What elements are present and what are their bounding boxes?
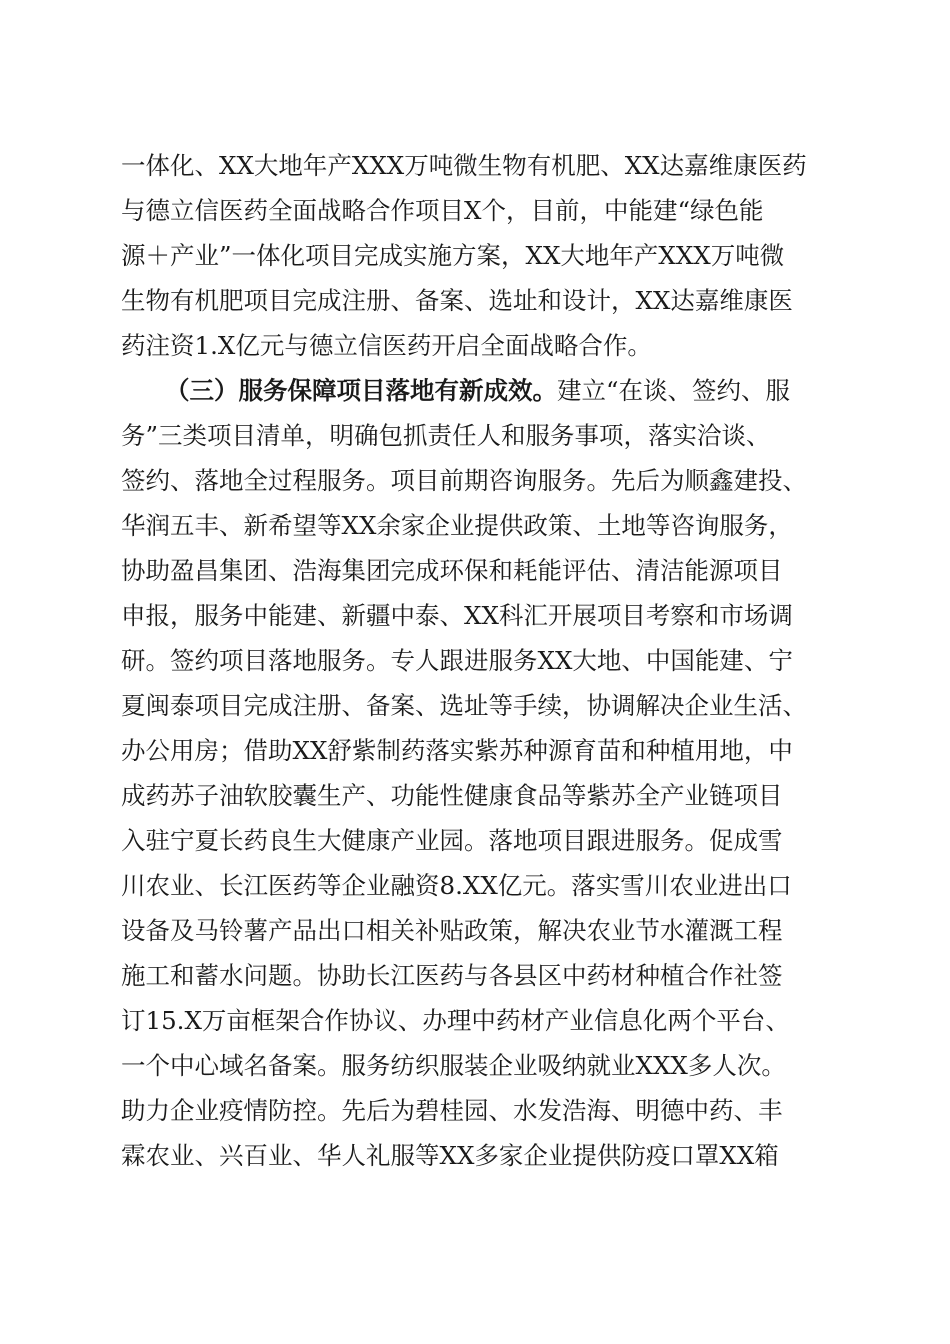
text-line: 协助盈昌集团、浩海集团完成环保和耗能评估、清洁能源项目 xyxy=(121,556,783,585)
text-line: 务”三类项目清单，明确包抓责任人和服务事项，落实洽谈、 xyxy=(121,421,771,450)
text-line: 签约、落地全过程服务。项目前期咨询服务。先后为顺鑫建投、 xyxy=(121,466,807,495)
text-line: 研。签约项目落地服务。专人跟进服务XX大地、中国能建、宁 xyxy=(121,646,793,675)
text-line: 华润五丰、新希望等XX余家企业提供政策、土地等咨询服务， xyxy=(121,511,793,540)
text-line: 助力企业疫情防控。先后为碧桂园、水发浩海、明德中药、丰 xyxy=(121,1096,783,1125)
text-line: 霖农业、兴百业、华人礼服等XX多家企业提供防疫口罩XX箱 xyxy=(121,1141,779,1170)
text-line: 订15.X万亩框架合作协议、办理中药材产业信息化两个平台、 xyxy=(121,1006,790,1035)
section-heading: （三）服务保障项目落地有新成效。 xyxy=(165,376,557,405)
text-line: 川农业、长江医药等企业融资8.XX亿元。落实雪川农业进出口 xyxy=(121,871,792,900)
text-line: 成药苏子油软胶囊生产、功能性健康食品等紫苏全产业链项目 xyxy=(121,781,783,810)
text-line: 夏闽泰项目完成注册、备案、选址等手续，协调解决企业生活、 xyxy=(121,691,807,720)
text-line: 一个中心域名备案。服务纺织服装企业吸纳就业XXX多人次。 xyxy=(121,1051,786,1080)
text-line: 一体化、XX大地年产XXX万吨微生物有机肥、XX达嘉维康医药 xyxy=(121,151,807,180)
text-line: 施工和蓄水问题。协助长江医药与各县区中药材种植合作社签 xyxy=(121,961,783,990)
text-line: 办公用房；借助XX舒紫制药落实紫苏种源育苗和种植用地，中 xyxy=(121,736,793,765)
text-line: 入驻宁夏长药良生大健康产业园。落地项目跟进服务。促成雪 xyxy=(121,826,783,855)
text-line: 设备及马铃薯产品出口相关补贴政策，解决农业节水灌溉工程 xyxy=(121,916,783,945)
text-line: 药注资1.X亿元与德立信医药开启全面战略合作。 xyxy=(121,331,652,360)
text-line: 申报，服务中能建、新疆中泰、XX科汇开展项目考察和市场调 xyxy=(121,601,793,630)
body-text xyxy=(121,143,841,1178)
text-line: 与德立信医药全面战略合作项目X个，目前，中能建“绿色能 xyxy=(121,196,764,225)
section-heading-continuation: 建立“在谈、签约、服 xyxy=(557,376,791,405)
text-line: 生物有机肥项目完成注册、备案、选址和设计，XX达嘉维康医 xyxy=(121,286,793,315)
text-line: 源＋产业”一体化项目完成实施方案，XX大地年产XXX万吨微 xyxy=(121,241,785,270)
section-heading-line xyxy=(121,368,841,413)
